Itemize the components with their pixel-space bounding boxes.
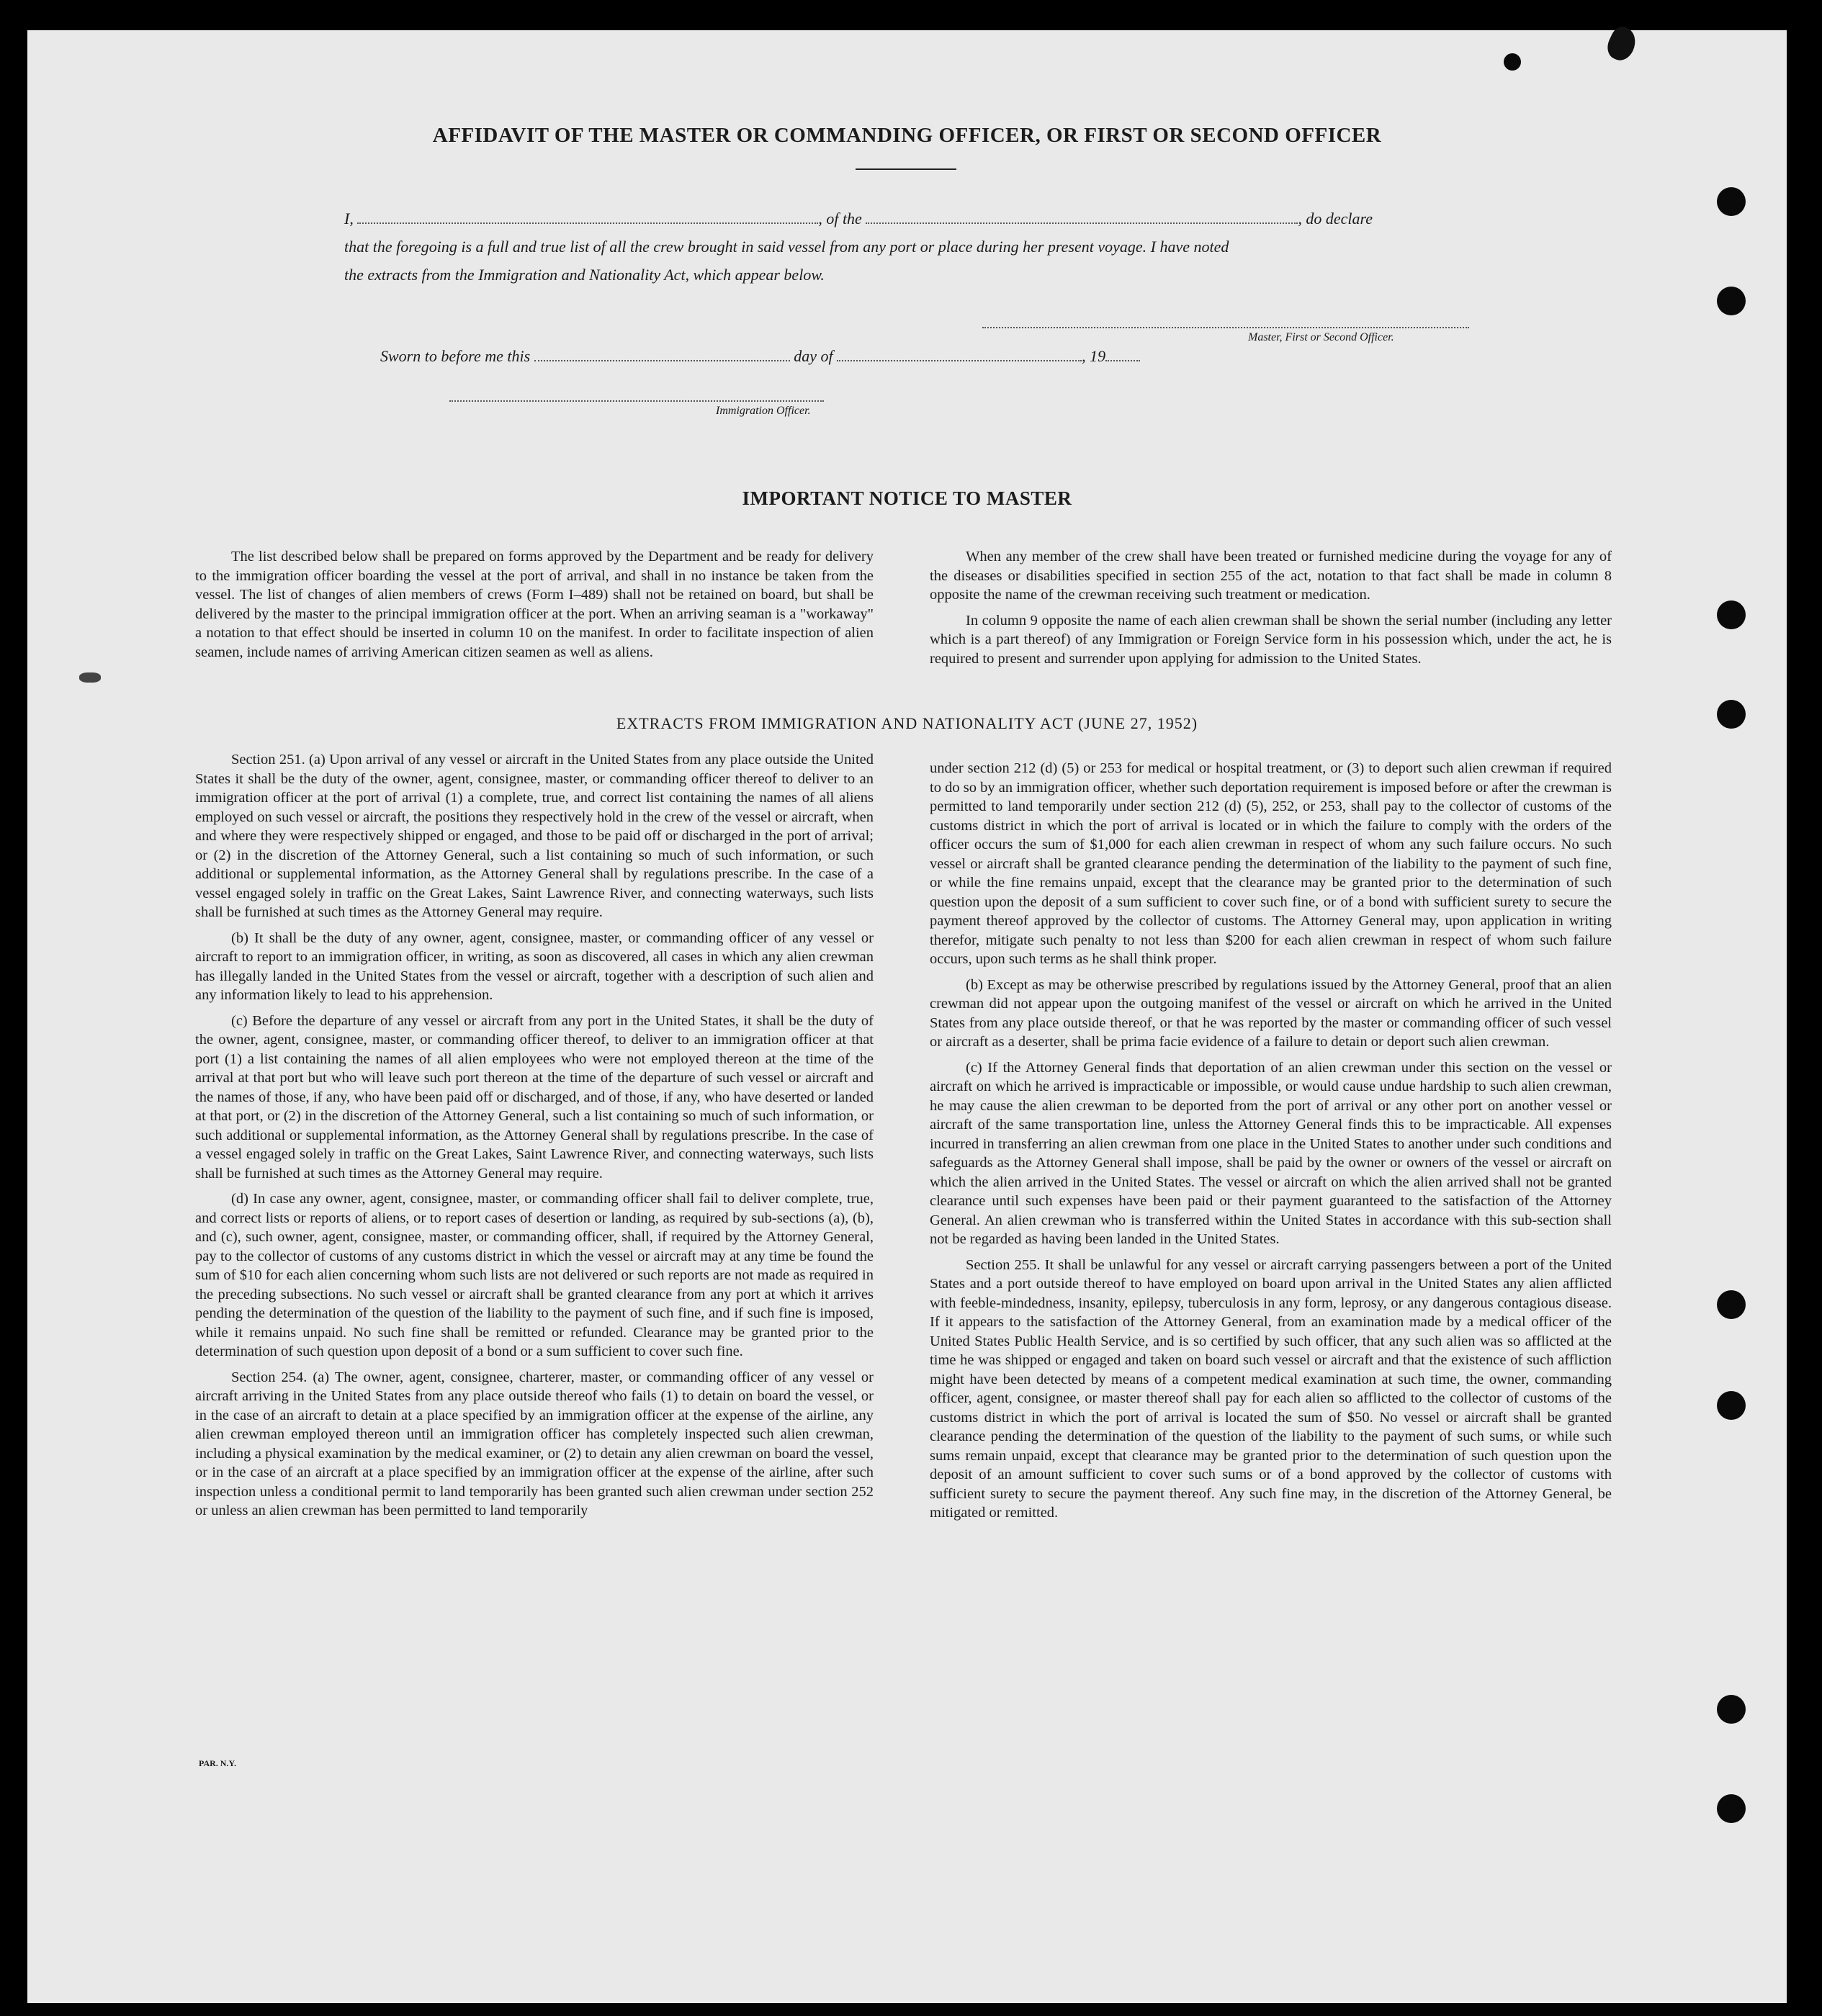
notice-title: IMPORTANT NOTICE TO MASTER xyxy=(742,487,1072,509)
section-251d: (d) In case any owner, agent, consignee, master, or commanding officer shall fail to deliver complete, true, and correct lists or reports of aliens, or to report cases of desertion or landing, as required by sub-sections (a), (b), and (c), such owner, agent, consignee, master, or commanding officer, shall, if required by the Attorney General, pay to the collector of customs of any customs district in which the vessel or aircraft may at any time be found the sum of $10 for each alien concerning whom such lists are not delivered or such reports are not made as required in the preceding subsections. No such vessel or aircraft shall be granted clearance from any port at which it arrives pending the determination of the question of the liability to the payment of such fine, and if such fine is imposed, while it remains unpaid. No such fine shall be remitted or refunded. Clearance may be granted prior to the determination of such question upon deposit of a bond or a sum sufficient to cover such fine. xyxy=(195,1191,874,1359)
punch-hole xyxy=(1717,1391,1746,1420)
notice-right-paragraph-2: In column 9 opposite the name of each alien crewman shall be shown the serial number (including any letter which is a part thereof) of any Immigration or Foreign Service form in his possession which, under the act, he is required to present and surrender upon applying for admission to the United States. xyxy=(930,612,1612,667)
ink-blot xyxy=(1603,24,1641,65)
section-254c: (c) If the Attorney General finds that deportation of an alien crewman under this section on the vessel or aircraft on which he arrived is impracticable or impossible, or would cause undue hardship to such alien crewman, he may cause the alien crewman to be deported from the port of arrival or any other port on another vessel or aircraft of the same transportation line, unless the Attorney General finds this to be impracticable. All expenses incurred in transferring an alien crewman from one place in the United States to another under such conditions and safeguards as the Attorney General shall impose, shall be paid by the owner or owners of the vessel or aircraft on which the alien arrived in the United States. The vessel or aircraft on which the alien arrived shall not be granted clearance until such expenses have been paid or their payment guaranteed to the satisfaction of the Attorney General. An alien crewman who is transferred within the United States in accordance with this sub-section shall not be regarded as having been landed in the United States. xyxy=(930,1059,1612,1247)
printer-mark: PAR. N.Y. xyxy=(199,1758,237,1768)
punch-hole xyxy=(1717,1695,1746,1724)
decl-do-declare-label: , do declare xyxy=(1298,210,1373,228)
master-caption: Master, First or Second Officer. xyxy=(1248,331,1394,343)
title-rule xyxy=(856,168,956,170)
decl-line-3: the extracts from the Immigration and Nationality Act, which appear below. xyxy=(344,266,825,284)
punch-hole xyxy=(1717,1290,1746,1319)
notice-right-column xyxy=(930,547,1612,675)
declaration-block xyxy=(344,204,1496,289)
punch-hole xyxy=(1717,1794,1746,1823)
punch-hole xyxy=(1717,287,1746,315)
sworn-line xyxy=(380,347,1140,366)
extracts-title: EXTRACTS FROM IMMIGRATION AND NATIONALITY ACT (JUNE 27, 1952) xyxy=(616,714,1198,732)
ink-smudge xyxy=(79,672,101,683)
section-254a: Section 254. (a) The owner, agent, consignee, charterer, master, or commanding officer of any vessel or aircraft arriving in the United States from any place outside thereof who fails (1) to detain on board the vessel, or in the case of an aircraft to detain at a place specified by an immigration officer at the expense of the airline, any alien crewman employed thereon until an immigration officer has completely inspected such alien crewman, including a physical examination by the medical examiner, or (2) to detain any alien crewman on board the vessel, or in the case of an aircraft at a place specified by an immigration officer at the expense of the airline, after such inspection unless a conditional permit to land temporarily has been granted such alien crewman under section 252 or unless an alien crewman has been permitted to land temporarily xyxy=(195,1369,874,1518)
sworn-day-field[interactable] xyxy=(534,347,790,361)
affidavit-title: AFFIDAVIT OF THE MASTER OR COMMANDING OFFICER, OR FIRST OR SECOND OFFICER xyxy=(432,124,1382,147)
master-signature-line[interactable] xyxy=(982,327,1469,328)
officer-signature-line[interactable] xyxy=(449,400,824,402)
sworn-year-label: , 19 xyxy=(1082,347,1106,365)
section-255: Section 255. It shall be unlawful for any vessel or aircraft carrying passengers between a port of the United States and a port outside thereof to have employed on board upon arrival in the United States any alien afflicted with feeble-mindedness, insanity, epilepsy, tuberculosis in any form, leprosy, or any dangerous contagious disease. If it appears to the satisfaction of the Attorney General, from an examination made by a medical officer of the United States Public Health Service, and is so certified by such officer, that any such alien was so afflicted at the time he was shipped or engaged and taken on board such vessel or aircraft and that the existence of such affliction might have been detected by means of a competent medical examination at such time, the owner, commanding officer, agent, consignee, or master thereof shall pay for each alien so afflicted to the collector of customs of the customs district in which the port of arrival is located the sum of $50. No vessel or aircraft shall be granted clearance pending the determination of the question of the liability to the payment of such sums, or while such sums remain unpaid, except that clearance may be granted prior to the determination of such question upon the deposit of an amount sufficient to cover such sums or of a bond approved by the collector of customs with sufficient surety to secure the payment thereof. Any such fine may, in the discretion of the Attorney General, be mitigated or remitted. xyxy=(930,1256,1612,1521)
officer-caption: Immigration Officer. xyxy=(716,405,811,417)
document-page xyxy=(27,30,1787,2003)
punch-hole xyxy=(1504,53,1521,71)
punch-hole xyxy=(1717,600,1746,629)
punch-hole xyxy=(1717,187,1746,216)
decl-i-label: I, xyxy=(344,210,354,228)
notice-left-paragraph: The list described below shall be prepared on forms approved by the Department and be ready for delivery to the immigration officer boarding the vessel at the port of arrival, and shall in no instance be taken from the vessel. The list of changes of alien members of crews (Form I–489) shall not be retained on board, but shall be delivered by the master to the principal immigration officer at the port. When an arriving seaman is a "workaway" a notation to that effect should be inserted in column 10 on the manifest. In order to facilitate inspection of alien seamen, include names of arriving American citizen seamen as well as aliens. xyxy=(195,549,874,660)
sworn-year-field[interactable] xyxy=(1105,347,1140,361)
sworn-month-field[interactable] xyxy=(837,347,1082,361)
section-254b: (b) Except as may be otherwise prescribed by regulations issued by the Attorney General, proof that an alien crewman did not appear upon the outgoing manifest of the vessel or aircraft on which he arrived in the United States from any place outside thereof, or that he was reported by the master or commanding officer of such vessel or aircraft as a deserter, shall be prima facie evidence of a failure to detain or deport such alien crewman. xyxy=(930,976,1612,1050)
section-251a: Section 251. (a) Upon arrival of any vessel or aircraft in the United States from any place outside the United States it shall be the duty of the owner, agent, consignee, master, or commanding officer thereof to deliver to an immigration officer at the port of arrival (1) a complete, true, and correct list containing the names of all aliens employed on such vessel or aircraft, the positions they respectively hold in the crew of the vessel or aircraft, when and where they were respectively shipped or engaged, and those to be paid off or discharged in the port of arrival; or (2) in the discretion of the Attorney General, such a list containing so much of such information, or such additional or supplemental information, as the Attorney General shall by regulations prescribe. In the case of a vessel engaged solely in traffic on the Great Lakes, Saint Lawrence River, and connecting waterways, such lists shall be furnished at such times as the Attorney General may require. xyxy=(195,752,874,920)
notice-left-column xyxy=(195,547,874,668)
notice-right-paragraph-1: When any member of the crew shall have been treated or furnished medicine during the voyage for any of the diseases or disabilities specified in section 255 of the act, notation to that fact shall be made in column 8 opposite the name of the crewman receiving such treatment or medication. xyxy=(930,549,1612,603)
section-251c: (c) Before the departure of any vessel or aircraft from any port in the United States, it shall be the duty of the owner, agent, consignee, master, or commanding officer thereof, to deliver to an immigration officer at that port (1) a list containing the names of all alien employees who were not employed thereon at the time of the arrival at that port but who will leave such port thereon at the time of the departure of such vessel or aircraft and the names of those, if any, who have been paid off or discharged, and of those, if any, who have deserted or landed at that port, or (2) in the discretion of the Attorney General, such a list containing so much of such information, or such additional or supplemental information, as the Attorney General shall by regulations prescribe. In the case of a vessel engaged solely in traffic on the Great Lakes, Saint Lawrence River, and connecting waterways, such lists shall be furnished at such times as the Attorney General may require. xyxy=(195,1012,874,1182)
sworn-prefix: Sworn to before me this xyxy=(380,347,531,365)
vessel-field[interactable] xyxy=(866,210,1298,224)
section-254a-continued: under section 212 (d) (5) or 253 for medical or hospital treatment, or (3) to deport such alien crewman if required to do so by an immigration officer, whether such deportation requirement is imposed before or after the crewman is permitted to land temporarily under section 212 (d) (5), 252, or 253, shall pay to the collector of customs of the customs district in which the port of arrival is located or in which the failure to comply with the orders of the officer occurs the sum of $1,000 for each alien crewman in respect of whom any such failure occurs. No such vessel or aircraft shall be granted clearance pending the determination of the liability to the payment of such fine, or while the fine remains unpaid, except that the clearance may be granted prior to the determination of such question upon the deposit of a sum sufficient to cover such fine, or of a bond with sufficient surety to secure the payment thereof approved by the collector of customs. The Attorney General may, upon application in writing therefor, mitigate such penalty to not less than $200 for each alien crewman in respect of whom such failure occurs, upon such terms as he shall think proper. xyxy=(930,760,1612,967)
section-251b: (b) It shall be the duty of any owner, agent, consignee, master, or commanding officer of any vessel or aircraft to report to an immigration officer, in writing, as soon as discovered, all cases in which any alien crewman has illegally landed in the United States from the vessel or aircraft, together with a description of such alien and any information likely to lead to his apprehension. xyxy=(195,930,874,1003)
extracts-right-column xyxy=(930,759,1612,1529)
decl-line-2: that the foregoing is a full and true list of all the crew brought in said vessel from any port or place during her present voyage. I have noted xyxy=(344,238,1229,256)
decl-of-the-label: , of the xyxy=(818,210,862,228)
sworn-day-of: day of xyxy=(794,347,833,365)
extracts-left-column xyxy=(195,750,874,1527)
name-field[interactable] xyxy=(357,210,818,224)
